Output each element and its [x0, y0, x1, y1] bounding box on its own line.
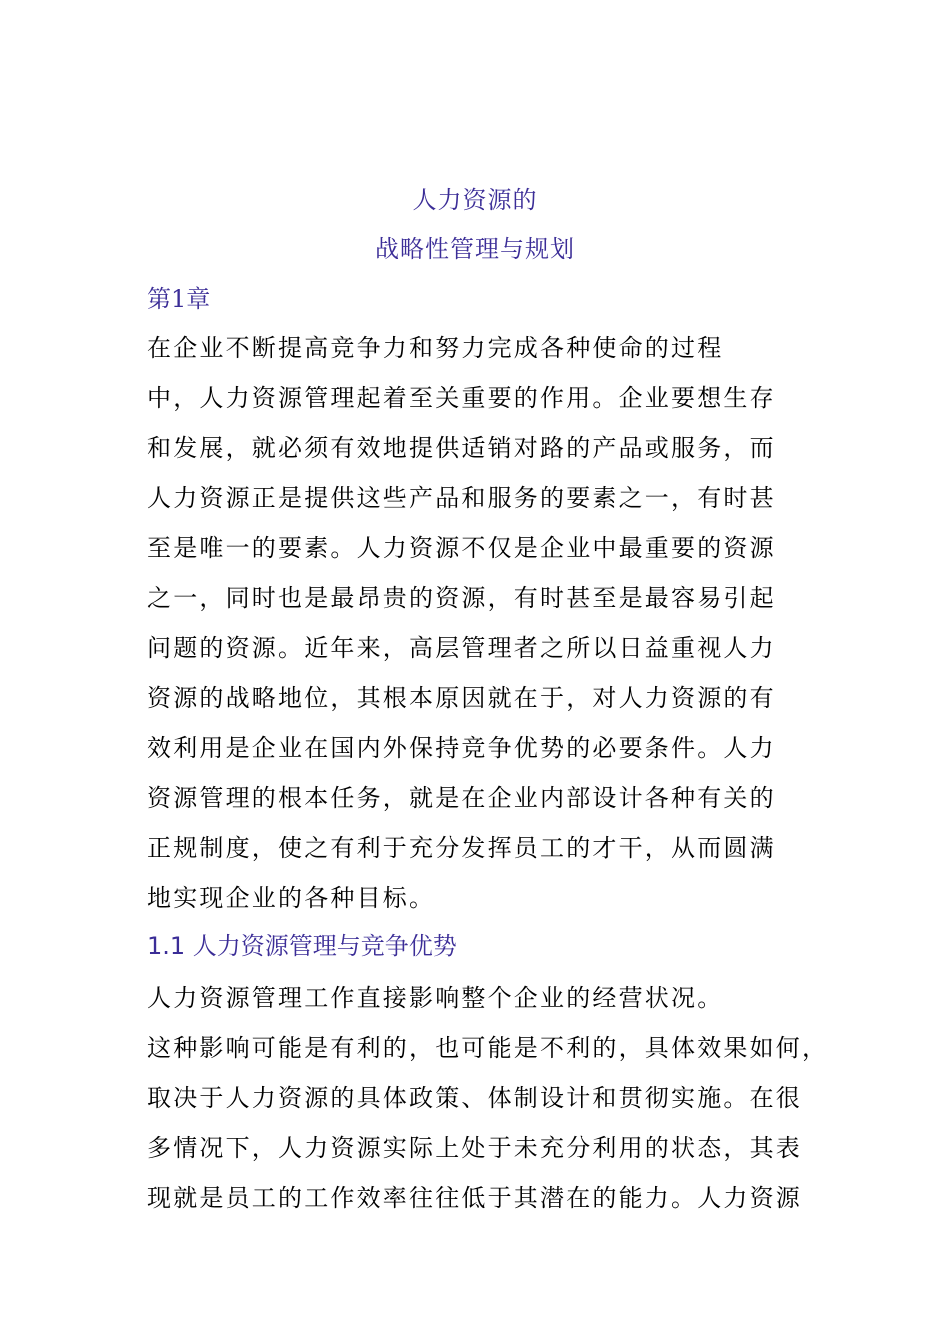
paragraph-line: 多情况下，人力资源实际上处于未充分利用的状态，其表: [147, 1134, 802, 1162]
paragraph-line: 在企业不断提高竞争力和努力完成各种使命的过程: [147, 334, 724, 362]
paragraph-line: 至是唯一的要素。人力资源不仅是企业中最重要的资源: [147, 534, 776, 562]
paragraph-line: 正规制度，使之有利于充分发挥员工的才干，从而圆满: [147, 834, 776, 862]
paragraph-line: 这种影响可能是有利的，也可能是不利的，具体效果如何，: [147, 1034, 829, 1062]
paragraph-line: 资源管理的根本任务，就是在企业内部设计各种有关的: [147, 784, 776, 812]
paragraph-line: 人力资源正是提供这些产品和服务的要素之一，有时甚: [147, 484, 776, 512]
section-heading: 1.1 人力资源管理与竞争优势: [147, 932, 457, 960]
paragraph-line: 效利用是企业在国内外保持竞争优势的必要条件。人力: [147, 734, 776, 762]
document-title-line-1: 人力资源的: [412, 186, 538, 214]
document-title-line-2: 战略性管理与规划: [375, 235, 575, 263]
paragraph-line: 和发展，就必须有效地提供适销对路的产品或服务，而: [147, 434, 776, 462]
paragraph-line: 之一，同时也是最昂贵的资源，有时甚至是最容易引起: [147, 584, 776, 612]
paragraph-line: 地实现企业的各种目标。: [147, 884, 436, 912]
paragraph-line: 取决于人力资源的具体政策、体制设计和贯彻实施。在很: [147, 1084, 802, 1112]
paragraph-line: 人力资源管理工作直接影响整个企业的经营状况。: [147, 984, 724, 1012]
paragraph-line: 现就是员工的工作效率往往低于其潜在的能力。人力资源: [147, 1184, 802, 1212]
paragraph-line: 中，人力资源管理起着至关重要的作用。企业要想生存: [147, 384, 776, 412]
chapter-heading: 第1章: [147, 285, 211, 313]
paragraph-line: 问题的资源。近年来，高层管理者之所以日益重视人力: [147, 634, 776, 662]
paragraph-line: 资源的战略地位，其根本原因就在于，对人力资源的有: [147, 684, 776, 712]
